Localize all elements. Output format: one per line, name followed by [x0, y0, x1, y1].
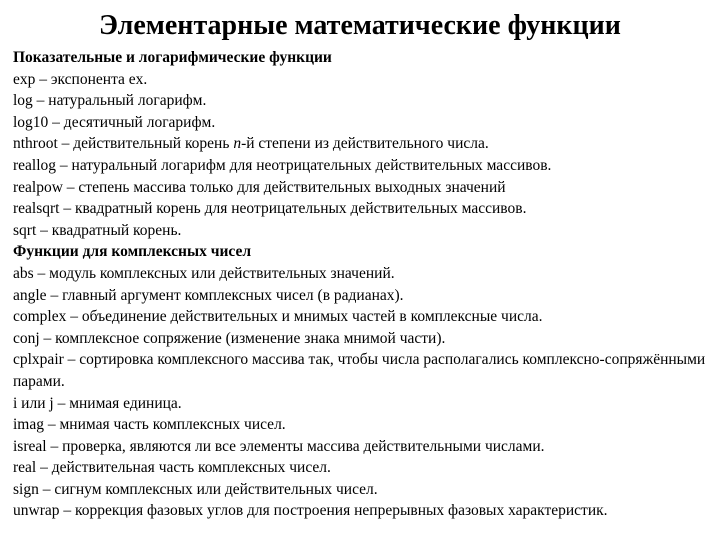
list-item-realpow: realpow – степень массива только для действительных выходных значений [13, 178, 506, 196]
list-item-isreal: isreal – проверка, являются ли все элементы массива действительными числами. [13, 437, 545, 455]
list-item-imaginary-unit: i или j – мнимая единица. [13, 394, 182, 412]
list-item-sign: sign – сигнум комплексных или действительных чисел. [13, 480, 378, 498]
list-item-realsqrt: realsqrt – квадратный корень для неотрицательных действительных массивов. [13, 200, 527, 218]
slide-body [13, 47, 713, 522]
list-item-exp: exp – экспонента ex. [13, 70, 148, 88]
section-heading-complex: Функции для комплексных чисел [13, 243, 252, 261]
list-item-cplxpair: cplxpair – сортировка комплексного массива так, чтобы числа располагались комплексно-сопряжёнными парами. [13, 351, 706, 390]
list-item-reallog: reallog – натуральный логарифм для неотрицательных действительных массивов. [13, 156, 552, 174]
list-item-log: log – натуральный логарифм. [13, 92, 207, 110]
list-item-real: real – действительная часть комплексных чисел. [13, 459, 331, 477]
section-heading-exp-log: Показательные и логарифмические функции [13, 49, 332, 66]
list-item-unwrap: unwrap – коррекция фазовых углов для построения непрерывных фазовых характеристик. [13, 502, 608, 520]
list-item-imag: imag – мнимая часть комплексных чисел. [13, 416, 286, 434]
list-item-abs: abs – модуль комплексных или действительных значений. [13, 264, 395, 282]
list-item-nthroot: nthroot – действительный корень n-й степени из действительного числа. [13, 135, 489, 153]
slide-title: Элементарные математические функции [99, 10, 621, 41]
list-item-conj: conj – комплексное сопряжение (изменение знака мнимой части). [13, 329, 446, 347]
list-item-sqrt: sqrt – квадратный корень. [13, 221, 182, 239]
list-item-complex: complex – объединение действительных и мнимых частей в комплексные числа. [13, 308, 543, 326]
list-item-log10: log10 – десятичный логарифм. [13, 113, 216, 131]
list-item-angle: angle – главный аргумент комплексных чисел (в радианах). [13, 286, 404, 304]
